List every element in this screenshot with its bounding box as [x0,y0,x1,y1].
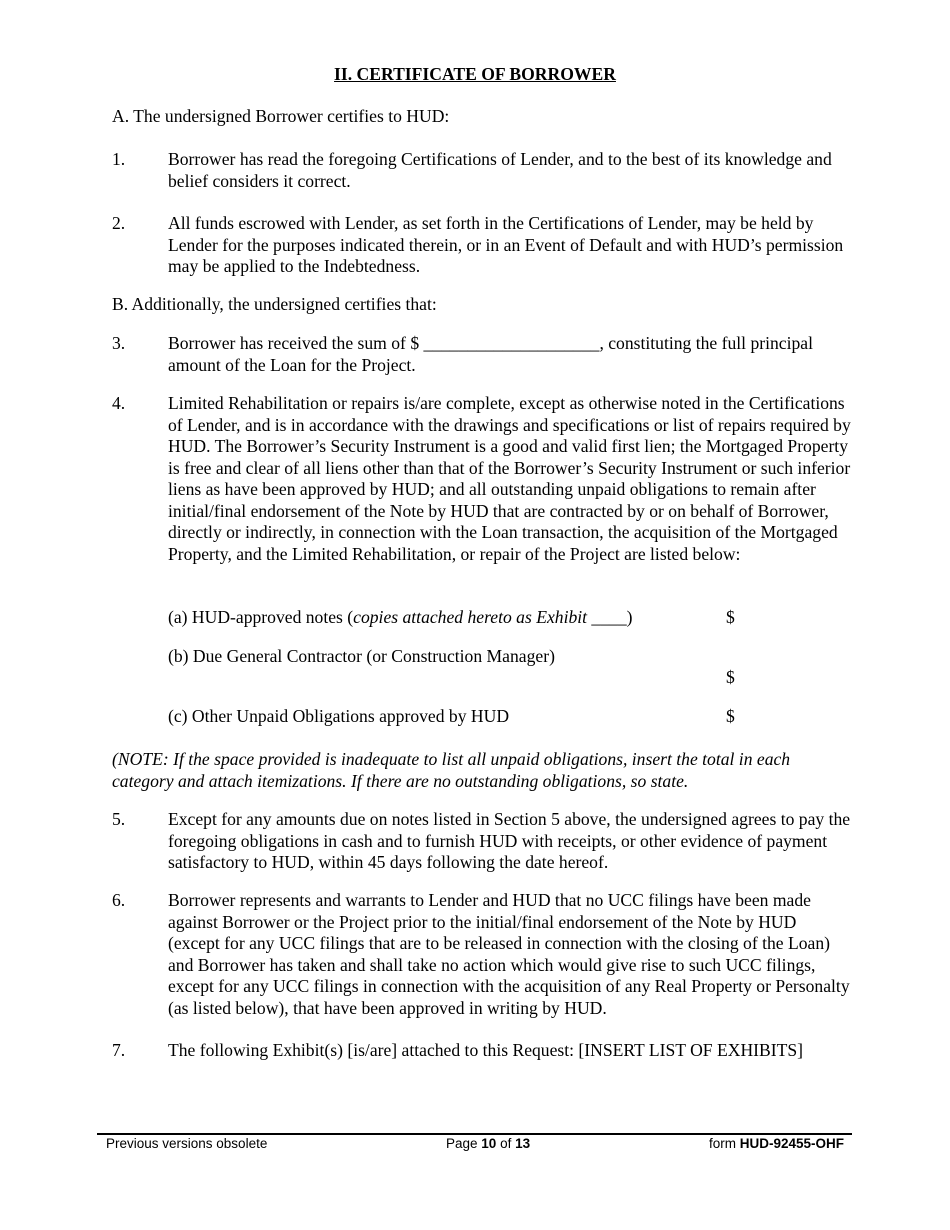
item-2-number: 2. [112,213,126,233]
footer-page-total: 13 [515,1136,531,1151]
item-7-text: The following Exhibit(s) [is/are] attached to this Request: [INSERT LIST OF EXHIBITS] [168,1040,803,1060]
obligation-c: (c) Other Unpaid Obligations approved by HUD [168,706,510,726]
footer-left: Previous versions obsolete [106,1136,268,1151]
obligation-b-amount: $ [726,667,735,687]
obligation-a-suffix: ) [626,607,633,627]
item-6-number: 6. [112,890,126,910]
footer-page-of: of [500,1136,512,1151]
item-4-number: 4. [112,393,126,413]
footer-form-prefix: form [708,1136,736,1151]
obligation-a [168,607,852,629]
item-7-number: 7. [112,1040,126,1060]
obligation-a-prefix: (a) HUD-approved notes ( [168,607,354,627]
page-title: II. CERTIFICATE OF BORROWER [334,64,616,84]
note-text: (NOTE: If the space provided is inadequate to list all unpaid obligations, insert the total in each category and attach itemizations. If there are no outstanding obligations, so state. [112,749,791,791]
item-4-text: Limited Rehabilitation or repairs is/are complete, except as otherwise noted in the Certifications of Lender, and is in accordance with the drawings and specifications or list of repairs required by HUD. The Borrower’s Security Instrument is a good and valid first lien; the Mortgaged Property is free and clear of all liens other than that of the Borrower’s Security Instrument or such inferior liens as have been approved by HUD; and all outstanding unpaid obligations to remain after initial/final endorsement of the Note by HUD that are contracted by or on behalf of Borrower, directly or indirectly, in connection with the Loan transaction, the acquisition of the Mortgaged Property, and the Limited Rehabilitation, or repair of the Project are listed below: [168,393,851,564]
item-1-text: Borrower has read the foregoing Certifications of Lender, and to the best of its knowledge and belief considers it correct. [168,149,832,191]
obligation-c-amount: $ [726,706,735,726]
footer-divider [97,1133,852,1135]
footer-page-number [446,1136,530,1152]
obligation-a-amount: $ [726,607,735,627]
item-3-number: 3. [112,333,126,353]
footer-page-current: 10 [481,1136,497,1151]
item-5-text: Except for any amounts due on notes listed in Section 5 above, the undersigned agrees to pay the foregoing obligations in cash and to furnish HUD with receipts, or other evidence of payment satisfactory to HUD, within 45 days following the date hereof. [168,809,851,872]
item-6-text: Borrower represents and warrants to Lender and HUD that no UCC filings have been made against Borrower or the Project prior to the initial/final endorsement of the Note by HUD (except for any UCC filings that are to be released in connection with the closing of the Loan) and Borrower has taken and shall take no action which would give rise to such UCC filings, except for any UCC filings in connection with the acquisition of any Real Property or Personalty (as listed below), that have been approved in writing by HUD. [168,890,850,1018]
item-2-text: All funds escrowed with Lender, as set forth in the Certifications of Lender, may be held by Lender for the purposes indicated therein, or in an Event of Default and with HUD’s permission may be applied to the Indebtedness. [168,213,844,276]
section-a-heading: A. The undersigned Borrower certifies to HUD: [112,106,450,126]
footer-form-id [709,1136,844,1152]
footer-form-number: HUD-92455-OHF [739,1136,844,1151]
footer-page-prefix: Page [446,1136,478,1151]
item-1-number: 1. [112,149,126,169]
item-5-number: 5. [112,809,126,829]
item-3-text: Borrower has received the sum of $ ____________________, constituting the full principal amount of the Loan for the Project. [168,333,813,375]
obligation-a-exhibit: copies attached hereto as Exhibit ____ [353,607,627,627]
section-b-heading: B. Additionally, the undersigned certifies that: [112,294,437,314]
obligation-b: (b) Due General Contractor (or Construction Manager) [168,646,555,666]
